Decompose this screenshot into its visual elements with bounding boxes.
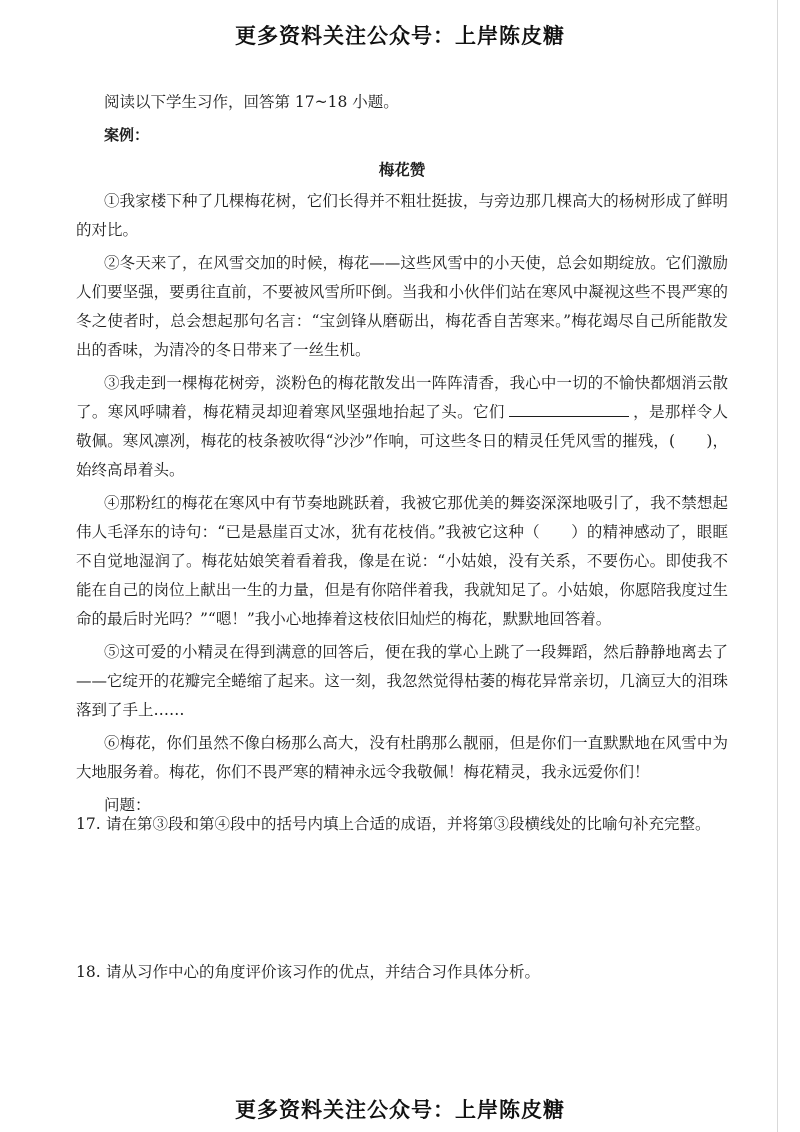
essay-paragraph-4: ④那粉红的梅花在寒风中有节奏地跳跃着，我被它那优美的舞姿深深地吸引了，我不禁想起伟人毛泽东的诗句：“已是悬崖百丈冰，犹有花枝俏。”我被它这种（ ）的精神感动了，眼眶不自觉地湿润了。梅花姑娘笑着看着我，像是在说：“小姑娘，没有关系，不要伤心。即使我不能在自己的岗位上献出一生的力量，但是有你陪伴着我，我就知足了。小姑娘，你愿陪我度过生命的最后时光吗？”“嗯！”我小心地捧着这枝依旧灿烂的梅花，默默地回答着。: [76, 494, 728, 628]
essay-paragraph-3-part-2: ，是那样令人敬佩。寒风凛冽，梅花的枝条被吹得“沙沙”作响，可这些冬日的精灵任凭风雪的摧残，( )，始终高昂着头。: [76, 403, 728, 479]
question-number: 17.: [76, 815, 101, 833]
essay-paragraph-5: ⑤这可爱的小精灵在得到满意的回答后，便在我的掌心上跳了一段舞蹈，然后静静地离去了——它绽开的花瓣完全蜷缩了起来。这一刻，我忽然觉得枯萎的梅花异常亲切，几滴豆大的泪珠落到了手上……: [76, 643, 728, 719]
page-edge-line: [777, 0, 778, 1132]
reading-instruction: 阅读以下学生习作，回答第 17~18 小题。: [104, 93, 399, 111]
question-17: [76, 809, 736, 839]
question-18: [76, 957, 736, 987]
question-text: 请从习作中心的角度评价该习作的优点，并结合习作具体分析。: [106, 963, 541, 981]
case-label: 案例：: [104, 126, 150, 144]
essay-paragraph-1: ①我家楼下种了几棵梅花树，它们长得并不粗壮挺拔，与旁边那几棵高大的杨树形成了鲜明的对比。: [76, 192, 728, 239]
reading-passage: [76, 88, 728, 820]
header-banner: 更多资料关注公众号：上岸陈皮糖: [235, 24, 565, 48]
essay-paragraph-3-part-1: ③我走到一棵梅花树旁，淡粉色的梅花散发出一阵阵清香，我心中一切的不愉快都烟消云散了。寒风呼啸着，梅花精灵却迎着寒风坚强地抬起了头。它们: [76, 374, 728, 421]
question-text: 请在第③段和第④段中的括号内填上合适的成语，并将第③段横线处的比喻句补充完整。: [106, 815, 711, 833]
questions-label: 问题：: [104, 796, 151, 814]
fill-in-blank-line: [509, 398, 629, 417]
essay-title: 梅花赞: [378, 161, 426, 179]
footer-banner: 更多资料关注公众号：上岸陈皮糖: [235, 1098, 565, 1122]
essay-paragraph-3: [76, 369, 728, 485]
question-number: 18.: [76, 963, 101, 981]
essay-paragraph-6: ⑥梅花，你们虽然不像白杨那么高大，没有杜鹃那么靓丽，但是你们一直默默地在风雪中为大地服务着。梅花，你们不畏严寒的精神永远令我敬佩！梅花精灵，我永远爱你们！: [76, 734, 728, 781]
essay-paragraph-2: ②冬天来了，在风雪交加的时候，梅花——这些风雪中的小天使，总会如期绽放。它们激励人们要坚强，要勇往直前，不要被风雪所吓倒。当我和小伙伴们站在寒风中凝视这些不畏严寒的冬之使者时，总会想起那句名言：“宝剑锋从磨砺出，梅花香自苦寒来。”梅花竭尽自己所能散发出的香味，为清冷的冬日带来了一丝生机。: [76, 254, 728, 359]
